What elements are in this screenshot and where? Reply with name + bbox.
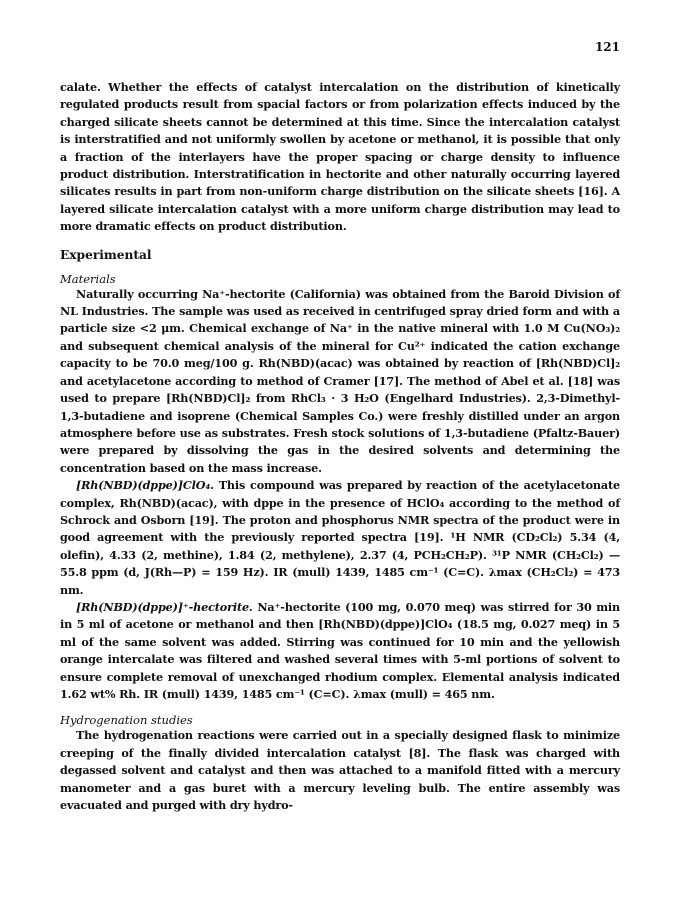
complex-synthesis-paragraph xyxy=(60,477,620,599)
hydrogenation-paragraph: The hydrogenation reactions were carried out in a specially designed flask to minimize creeping of the finally divided intercalation catalyst [8]. The flask was charged with degassed solvent and catalyst and then was attached to a manifold fitted with a mercury manometer and a gas buret with a mercury leveling bulb. The entire assembly was evacuated and purged with dry hydro- xyxy=(60,728,620,813)
materials-paragraph: Naturally occurring Na⁺-hectorite (California) was obtained from the Baroid Division of NL Industries. The sample was used as received in centrifuged spray dried form and with a particle size <2 μm. Chemical exchange of Na⁺ in the native mineral with 1.0 M Cu(NO₃)₂ and subsequent chemical analysis of the mineral for Cu²⁺ indicated the cation exchange capacity to be 70.0 meg/100 g. Rh(NBD)(acac) was obtained by reaction of [Rh(NBD)Cl]₂ and acetylacetone according to method of Cramer [17]. The method of Abel et al. [18] was used to prepare [Rh(NBD)Cl]₂ from RhCl₃ · 3 H₂O (Engelhard Industries). 2,3-Dimethyl-1,3-butadiene and isoprene (Chemical Samples Co.) were freshly distilled under an argon atmosphere before use as substrates. Fresh stock solutions of 1,3-butadiene (Pfaltz-Bauer) were prepared by dissolving the gas in the desired solvents and determining the concentration based on the mass increase. xyxy=(60,286,620,475)
intercalate-name: [Rh(NBD)(dppe)]⁺-hectorite. xyxy=(76,599,253,614)
intercalate-text: Na⁺-hectorite (100 mg, 0.070 meq) was stirred for 30 min in 5 ml of acetone or methanol and then [Rh(NBD)(dppe)]ClO₄ (18.5 mg, 0.027 meq) in 5 ml of the same solvent was added. Stirring was continued for 10 min and the yellowish orange intercalate was filtered and washed several times with 5-ml portions of solvent to ensure complete removal of unexchanged rhodium complex. Elemental analysis indicated 1.62 wt% Rh. IR (mull) 1439, 1485 cm⁻¹ (C=C). λmax (mull) = 465 nm. xyxy=(60,599,620,701)
intro-paragraph: calate. Whether the effects of catalyst intercalation on the distribution of kinetically regulated products result from spacial factors or from polarization effects induced by the charged silicate sheets cannot be determined at this time. Since the intercalation catalyst is interstratified and not uniformly swollen by acetone or methanol, it is possible that only a fraction of the interlayers have the proper spacing or charge density to influence product distribution. Interstratification in hectorite and other naturally occurring layered silicates results in part from non-uniform charge distribution on the silicate sheets [16]. A layered silicate intercalation catalyst with a more uniform charge distribution may lead to more dramatic effects on product distribution. xyxy=(60,80,620,234)
page-number: 121 xyxy=(594,40,620,54)
subsection-heading-hydrogenation: Hydrogenation studies xyxy=(60,713,193,728)
intercalate-paragraph xyxy=(60,599,620,703)
section-heading-experimental: Experimental xyxy=(60,247,152,262)
body-text xyxy=(60,79,620,814)
complex-synthesis-text: This compound was prepared by reaction of the acetylacetonate complex, Rh(NBD)(acac), with dppe in the presence of HClO₄ according to the method of Schrock and Osborn [19]. The proton and phosphorus NMR spectra of the product were in good agreement with the previously reported spectra [19]. ¹H NMR (CD₂Cl₂) 5.34 (4, olefin), 4.33 (2, methine), 1.84 (2, methylene), 2.37 (4, PCH₂CH₂P). ³¹P NMR (CH₂Cl₂) —55.8 ppm (d, J(Rh—P) = 159 Hz). IR (mull) 1439, 1485 cm⁻¹ (C=C). λmax (CH₂Cl₂) = 473 nm. xyxy=(60,478,620,597)
subsection-heading-materials: Materials xyxy=(60,271,116,286)
compound-name: [Rh(NBD)(dppe)]ClO₄. xyxy=(76,478,214,493)
